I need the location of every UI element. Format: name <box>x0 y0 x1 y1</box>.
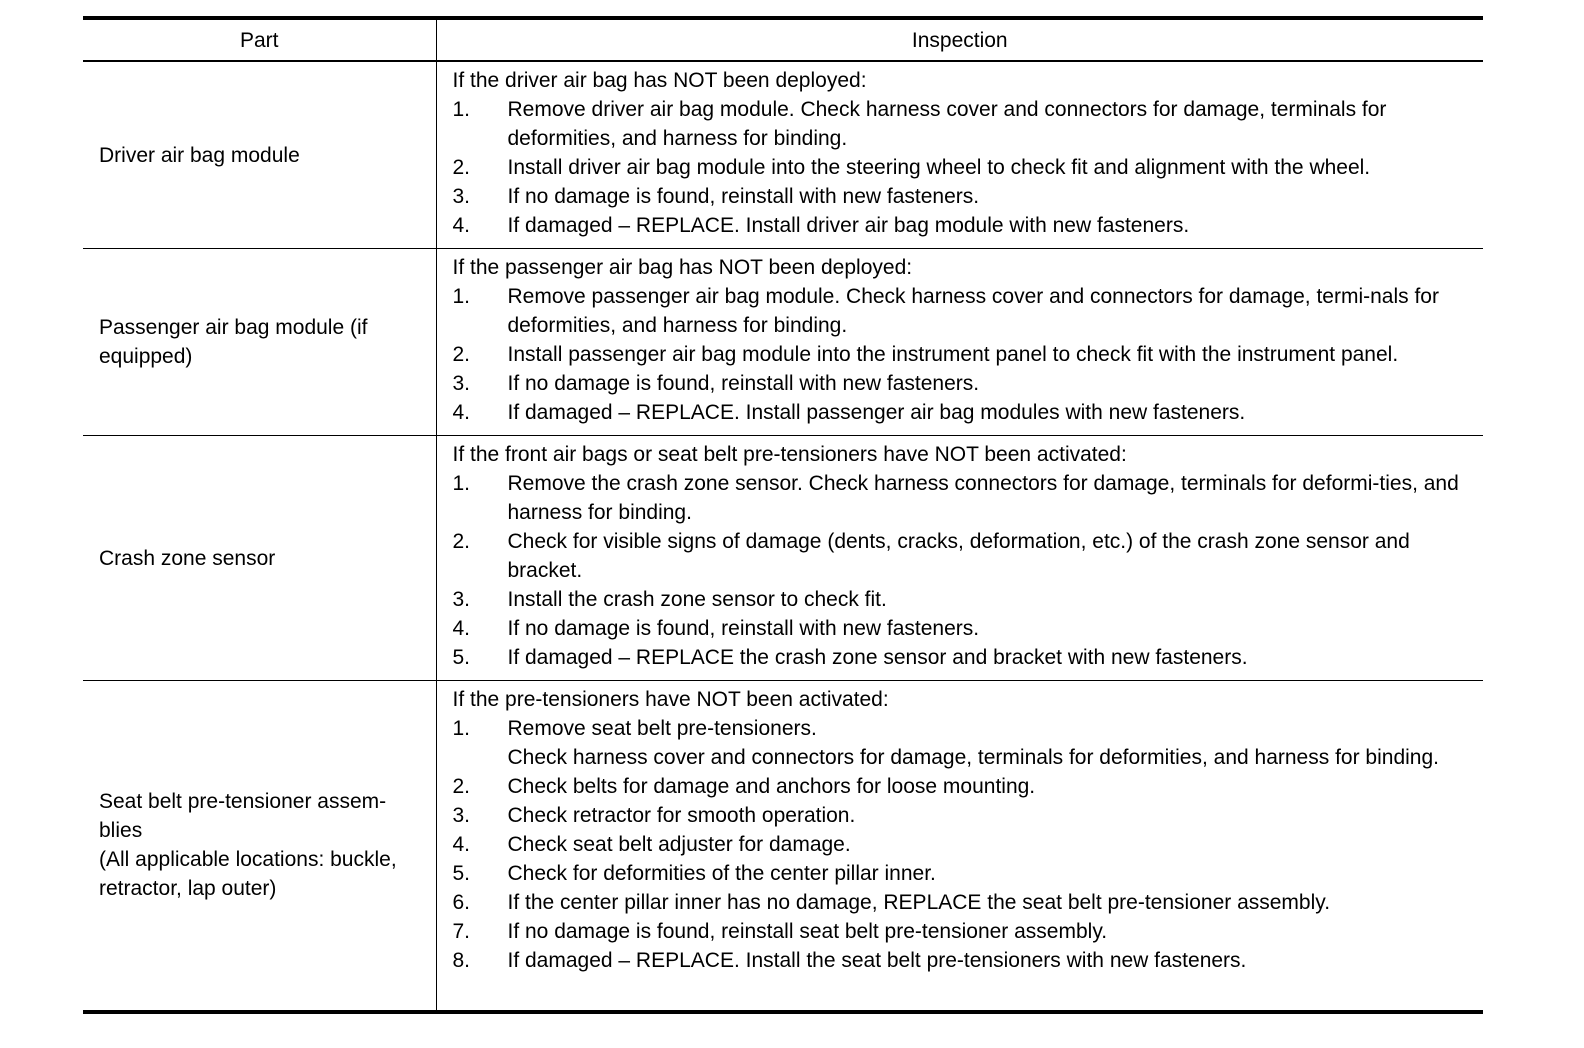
inspection-column-header: Inspection <box>911 28 1008 52</box>
part-cell <box>83 681 436 1012</box>
step-text: Remove the crash zone sensor. Check harness connectors for damage, terminals for deformi-ties, and harness for binding. <box>507 472 1459 524</box>
part-name: Seat belt pre-tensioner assem-blies <box>99 790 387 843</box>
inspection-step <box>453 643 1476 672</box>
inspection-steps <box>453 714 1476 975</box>
part-column-header: Part <box>83 18 436 61</box>
inspection-intro: If the passenger air bag has NOT been deployed: <box>452 256 913 279</box>
inspection-step <box>453 859 1476 888</box>
inspection-step <box>453 469 1476 527</box>
inspection-step <box>453 714 1476 772</box>
step-number: 3. <box>452 185 471 208</box>
step-text: Remove seat belt pre-tensioners. <box>507 717 817 740</box>
step-number: 1. <box>452 717 471 740</box>
part-cell <box>83 436 436 681</box>
inspection-intro: If the driver air bag has NOT been deployed: <box>452 69 867 92</box>
inspection-steps <box>453 282 1476 427</box>
step-number: 2. <box>452 775 471 798</box>
step-text: Check retractor for smooth operation. <box>507 804 856 827</box>
inspection-table <box>83 16 1483 1014</box>
table-row <box>83 249 1483 436</box>
inspection-step <box>453 888 1476 917</box>
step-number: 8. <box>452 949 471 972</box>
step-text: Check belts for damage and anchors for loose mounting. <box>507 775 1036 798</box>
step-text: If damaged – REPLACE. Install driver air bag module with new fasteners. <box>507 214 1190 237</box>
step-number: 3. <box>452 804 471 827</box>
inspection-cell <box>436 61 1483 249</box>
inspection-step <box>453 585 1476 614</box>
step-text: Install the crash zone sensor to check fit. <box>507 588 887 611</box>
part-cell <box>83 249 436 436</box>
part-note: (All applicable locations: buckle, retractor, lap outer) <box>99 848 397 901</box>
step-text: If the center pillar inner has no damage, REPLACE the seat belt pre-tensioner assembly. <box>507 891 1331 914</box>
step-number: 5. <box>452 862 471 885</box>
inspection-step <box>453 527 1476 585</box>
step-text: Install driver air bag module into the steering wheel to check fit and alignment with the wheel. <box>507 156 1371 179</box>
table-row <box>83 61 1483 249</box>
step-number: 4. <box>452 214 471 237</box>
inspection-cell <box>436 681 1483 1012</box>
inspection-step <box>453 211 1476 240</box>
inspection-cell <box>436 249 1483 436</box>
inspection-step <box>453 801 1476 830</box>
step-number: 4. <box>452 833 471 856</box>
inspection-step <box>453 153 1476 182</box>
part-cell <box>83 61 436 249</box>
step-number: 2. <box>452 343 471 366</box>
step-text: If no damage is found, reinstall seat belt pre-tensioner assembly. <box>507 920 1108 943</box>
header-row <box>83 18 1483 61</box>
inspection-step <box>453 917 1476 946</box>
inspection-step <box>453 398 1476 427</box>
table-row <box>83 681 1483 1012</box>
inspection-step <box>453 830 1476 859</box>
step-text: If damaged – REPLACE. Install passenger air bag modules with new fasteners. <box>507 401 1246 424</box>
step-text-block <box>508 714 1476 772</box>
step-text-continued: Check harness cover and connectors for damage, terminals for deformities, and harness for binding. <box>507 746 1439 769</box>
step-number: 2. <box>452 156 471 179</box>
step-number: 7. <box>452 920 471 943</box>
step-number: 4. <box>452 617 471 640</box>
part-name: Passenger air bag module (if equipped) <box>99 316 368 368</box>
part-name: Crash zone sensor <box>99 546 276 570</box>
step-text: Check seat belt adjuster for damage. <box>507 833 851 856</box>
inspection-step <box>453 614 1476 643</box>
inspection-step <box>453 182 1476 211</box>
step-number: 1. <box>452 98 471 121</box>
step-text: Check for deformities of the center pillar inner. <box>507 862 936 885</box>
step-text: If no damage is found, reinstall with new fasteners. <box>507 185 980 208</box>
step-text: Remove passenger air bag module. Check harness cover and connectors for damage, termi-nals for deformities, and harness for binding. <box>507 285 1439 337</box>
inspection-steps <box>453 95 1476 240</box>
step-number: 1. <box>452 472 471 495</box>
step-number: 3. <box>452 372 471 395</box>
step-text: Remove driver air bag module. Check harness cover and connectors for damage, terminals for deformities, and harness for binding. <box>507 98 1387 150</box>
step-text: If no damage is found, reinstall with new fasteners. <box>507 372 980 395</box>
table-row <box>83 436 1483 681</box>
step-number: 1. <box>452 285 471 308</box>
table-header <box>83 18 1483 61</box>
step-text: If damaged – REPLACE. Install the seat belt pre-tensioners with new fasteners. <box>507 949 1247 972</box>
step-text: Install passenger air bag module into the instrument panel to check fit with the instrument panel. <box>507 343 1399 366</box>
inspection-step <box>453 95 1476 153</box>
step-text: Check for visible signs of damage (dents, cracks, deformation, etc.) of the crash zone sensor and bracket. <box>507 530 1410 582</box>
inspection-step <box>453 369 1476 398</box>
step-number: 5. <box>452 646 471 669</box>
inspection-cell <box>436 436 1483 681</box>
step-number: 2. <box>452 530 471 553</box>
part-name: Driver air bag module <box>99 143 300 167</box>
table-body <box>83 61 1483 1012</box>
step-number: 4. <box>452 401 471 424</box>
step-text: If no damage is found, reinstall with new fasteners. <box>507 617 980 640</box>
inspection-step <box>453 282 1476 340</box>
step-text: If damaged – REPLACE the crash zone sensor and bracket with new fasteners. <box>507 646 1248 669</box>
step-number: 6. <box>452 891 471 914</box>
inspection-steps <box>453 469 1476 672</box>
inspection-step <box>453 946 1476 975</box>
inspection-intro: If the front air bags or seat belt pre-tensioners have NOT been activated: <box>452 443 1127 466</box>
step-number: 3. <box>452 588 471 611</box>
inspection-step <box>453 340 1476 369</box>
inspection-step <box>453 772 1476 801</box>
inspection-intro: If the pre-tensioners have NOT been activated: <box>452 688 889 711</box>
